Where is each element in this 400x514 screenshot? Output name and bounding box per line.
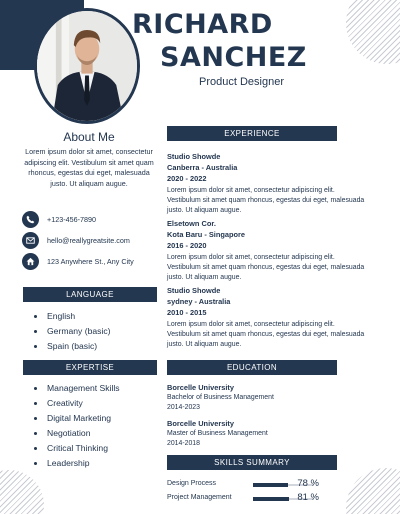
hatched-circle-decoration [346,0,400,64]
street-address: 123 Anywhere St., Any City [47,257,134,266]
contact-address [22,253,134,270]
email-address[interactable]: hello@reallygreatsite.com [47,236,130,245]
education-heading: EDUCATION [167,360,337,375]
skill-row [167,479,357,491]
contact-email [22,232,130,249]
job-location: Kota Baru - Singapore [167,229,246,239]
about-me-text: Lorem ipsum dolor sit amet, consectetur adipiscing elit. Vestibulum sit amet quam rhoncus, egestas dui eget, malesuada justo. Ut aliquam augue. [24,147,154,188]
job-description: Lorem ipsum dolor sit amet, consectetur adipiscing elit. Vestibulum sit amet quam rhoncus, egestas dui eget, malesuada justo. Ut aliquam augue. [167,254,365,282]
last-name: SANCHEZ [160,42,307,73]
experience-entry [167,286,367,350]
job-description: Lorem ipsum dolor sit amet, consectetur adipiscing elit. Vestibulum sit amet quam rhoncus, egestas dui eget, malesuada justo. Ut aliquam augue. [167,187,365,215]
education-years: 2014-2018 [167,439,200,447]
education-entry [167,419,357,448]
language-heading: LANGUAGE [23,287,157,302]
skill-row [167,493,357,505]
profile-photo [34,8,140,124]
list-item: Management Skills [34,381,120,396]
hatched-circle-decoration [346,468,400,514]
job-years: 2020 - 2022 [167,173,207,183]
language-list [34,309,111,354]
list-item: Negotiation [34,426,120,441]
job-location: sydney - Australia [167,296,231,306]
company-name: Elsetown Cor. [167,219,216,228]
email-icon [22,232,39,249]
job-years: 2010 - 2015 [167,307,207,317]
first-name: RICHARD [132,9,273,40]
expertise-heading: EXPERTISE [23,360,157,375]
job-years: 2016 - 2020 [167,240,207,250]
skill-percent: 81 % [297,492,319,503]
school-name: Borcelle University [167,419,234,428]
skill-name: Design Process [167,480,217,487]
hatched-circle-decoration [0,470,44,514]
experience-entry [167,219,367,283]
skill-name: Project Management [167,494,232,501]
experience-heading: EXPERIENCE [167,126,337,141]
company-name: Studio Showde [167,152,221,161]
skills-summary-heading: SKILLS SUMMARY [167,455,337,470]
list-item: Spain (basic) [34,339,111,354]
degree-name: Master of Business Management [167,430,268,437]
phone-number[interactable]: +123-456-7890 [47,215,96,224]
school-name: Borcelle University [167,383,234,392]
skill-bar-fill [253,483,288,487]
degree-name: Bachelor of Business Management [167,394,274,401]
education-entry [167,383,357,412]
list-item: English [34,309,111,324]
contact-phone [22,211,96,228]
about-me-heading: About Me [63,130,115,144]
home-icon [22,253,39,270]
phone-icon [22,211,39,228]
skill-bar-fill [253,497,289,501]
expertise-list [34,381,120,471]
education-years: 2014-2023 [167,403,200,411]
list-item: Critical Thinking [34,441,120,456]
list-item: Germany (basic) [34,324,111,339]
list-item: Creativity [34,396,120,411]
company-name: Studio Showde [167,286,221,295]
skill-percent: 78 % [297,478,319,489]
list-item: Digital Marketing [34,411,120,426]
job-location: Canberra - Australia [167,162,238,172]
job-title: Product Designer [199,76,284,88]
job-description: Lorem ipsum dolor sit amet, consectetur adipiscing elit. Vestibulum sit amet quam rhoncus, egestas dui eget, malesuada justo. Ut aliquam augue. [167,321,365,349]
list-item: Leadership [34,456,120,471]
experience-entry [167,152,367,216]
